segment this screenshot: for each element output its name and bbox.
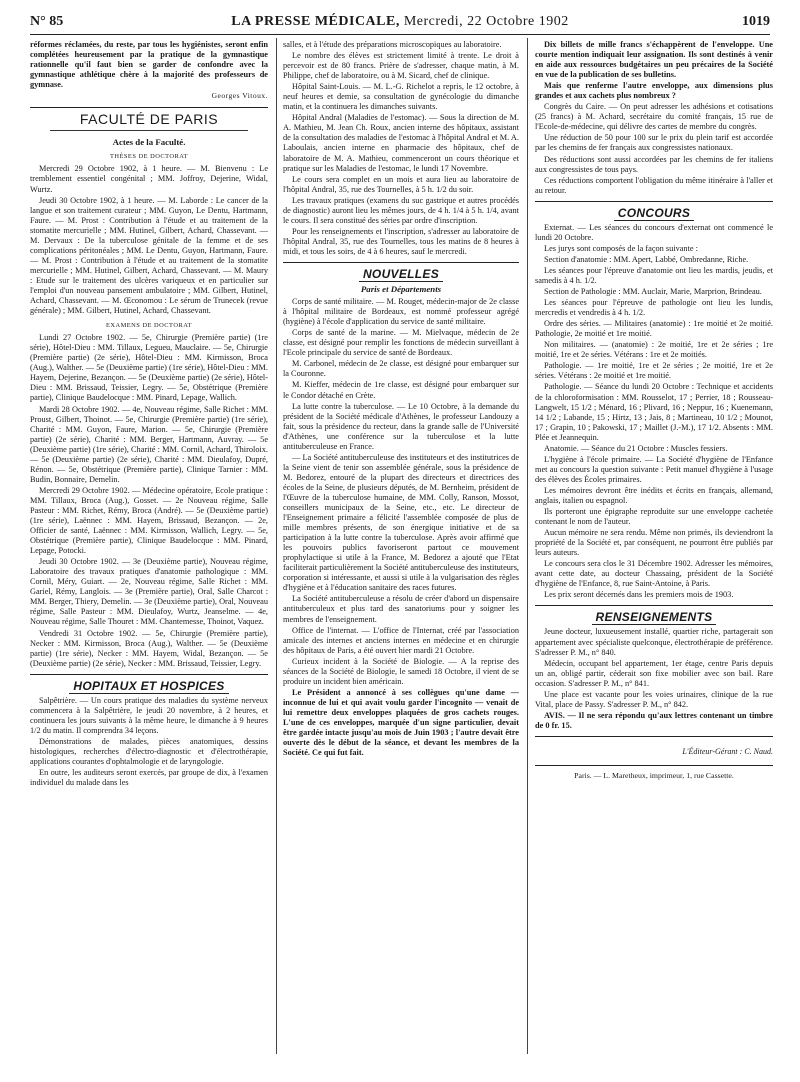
article-paragraph: Pour les renseignements et l'inscription, s'adresser au laboratoire de l'hôpital Andral, 35, rue des Tournelles, tous les matins de 8 heures à midi, et tous les soirs, de 4 à 6 heures, sauf le mercredi.	[283, 226, 519, 256]
section-title-concours	[535, 205, 773, 220]
printer-credit: Paris. — L. Maretheux, imprimeur, 1, rue Cassette.	[574, 771, 734, 780]
article-paragraph: Démonstrations de malades, pièces anatomiques, dessins histologiques, recherches d'électro-diagnostic et d'électrothérapie, applications courantes d'ophtalmologie et de laryngologie.	[30, 736, 268, 767]
issue-number: N° 85	[30, 14, 64, 29]
news-item: La lutte contre la tuberculose. — Le 10 Octobre, à la demande du président de la Société médicale d'Athènes, le professeur Landouzy a fait, sous la présidence du recteur, dans la grande salle de l'Université d'Athènes, une conférence sur la tuberculose et la lutte antituberculeuse en France.	[283, 401, 519, 451]
article-paragraph: Dix billets de mille francs s'échappèrent de l'enveloppe. Une courte mention indiquait leur assignation. Ils sont destinés à venir en aide aux ressources budgétaires un peu précaires de la Société en vue de la publication de ses bulletins.	[535, 40, 773, 80]
concours-paragraph: Aucun mémoire ne sera rendu. Même non primés, ils deviendront la propriété de la Société et, par conséquent, ne pourront être publiés par leurs auteurs.	[535, 528, 773, 558]
section-rule	[535, 765, 773, 766]
section-title-renseignements	[535, 610, 773, 625]
column-3	[535, 40, 773, 1054]
section-rule	[535, 201, 773, 202]
news-item: M. Carbonel, médecin de 2e classe, est désigné pour embarquer sur la Couronne.	[283, 359, 519, 379]
journal-title: LA PRESSE MÉDICALE,	[231, 14, 400, 29]
concours-paragraph: Section d'anatomie : MM. Apert, Labbé, Ombredanne, Riche.	[544, 254, 749, 264]
concours-paragraph: Pathologie. — 1re moitié, 1re et 2e séries ; 2e moitié, 1re et 2e séries. Vétérans : 2e moitié et 1re moitié.	[535, 361, 773, 381]
divider	[50, 130, 248, 131]
theses-paragraph: Jeudi 30 Octobre 1902, à 1 heure. — M. Laborde : Le cancer de la langue et son traitement curateur ; MM. Guyon, Le Dentu, Hartmann, Faure. — M. Prost : Contribution à l'étude et au traitement de la stomatite mercurielle ; MM. Hutinel, Gilbert, Achard, Chassevant. — M. Dervaux : De la tuberculose génitale de la femme et de ses complications péritonéales ; MM. Le Dentu, Guyon, Hartmann, Faure. — M. Prost : Contribution à l'étude et au traitement de la stomatite mercurielle ; MM. Hutinel, Gilbert, Achard, Chassevant. — M. Maury : Etude sur le traitement des ulcères variqueux et en particulier sur l'emploi d'un nouveau pansement ambulatoire ; MM. Gilbert, Hutinel, Achard, Chassevant. — M. Œconomou : Le sérum de Trunecek (revue générale) ; MM. Gilbert, Hutinel, Achard, Chassevant.	[30, 195, 268, 316]
concours-paragraph: Le concours sera clos le 31 Décembre 1902. Adresser les mémoires, avant cette date, au docteur Chassaing, président de la Société d'hygiène de l'Enfance, 8, rue Saint-Antoine, à Paris.	[535, 559, 773, 589]
concours-paragraph: Anatomie. — Séance du 21 Octobre : Muscles fessiers.	[544, 443, 728, 453]
subsection-title-actes: Actes de la Faculté.	[112, 137, 186, 148]
section-rule	[30, 107, 268, 108]
editor-credit: L'Éditeur-Gérant : C. Naud.	[682, 746, 773, 756]
article-paragraph: Hôpital Saint-Louis. — M. L.-G. Richelot a repris, le 12 octobre, à neuf heures et demie, sa consultation de gynécologie du dimanche matin, et la continuera les dimanches suivants.	[283, 82, 519, 112]
news-item: Le Président a annoncé à ses collègues qu'une dame — inconnue de lui et qui avait voulu garder l'incognito — venait de lui remettre deux enveloppes plaquées de gros cachets rouges. L'une de ces enveloppes, marquée d'un signe particulier, devait être gardée intacte jusqu'au mois de Juin 1903 ; l'autre devait être ouverte dès le début de la séance, et devant les membres de la Société. Ce qui fut fait.	[283, 687, 519, 758]
news-item: — La Société antituberculeuse des instituteurs et des institutrices de la Seine vient de tenir son assemblée générale, sous la présidence de M. Bedorez, entouré de la plupart des directeurs et directrices des écoles de la Seine, de plusieurs députés, de M. Bernheim, président de l'Œuvre de la tuberculose humaine, de MM. Colly, Ranson, Mossot, conseillers municipaux de la Seine, etc., etc. Le directeur de l'Enseignement primaire a félicité l'assemblée composée de plus de mille membres présents, de son énergique initiative et de sa participation à la lutte contre la tuberculose. Après avoir affirmé que les pouvoirs publics favoriseront partout ce mouvement prophylactique si utile à la France, M. Bedorez a ajouté que l'Etat faciliterait particulièrement la Société antituberculeuse des instituteurs, corporation si intéressante, et aussi si utile à la vulgarisation des règles d'hygiène et à l'éducation sanitaire des races futures.	[283, 452, 519, 593]
issue-date: Mercredi, 22 Octobre 1902	[403, 14, 569, 29]
examens-paragraph: Mardi 28 Octobre 1902. — 4e, Nouveau régime, Salle Richet : MM. Proust, Gilbert, Thoinot. — 5e, Chirurgie (Première partie) (1re série), Charité : MM. Guyon, Faure, Marion. — 5e, Chirurgie (Première partie) (2e série), Charité : MM. Berger, Hartmann, Auvray. — 5e (Deuxième partie) (1re série), Charité : MM. Cornil, Achard, Thiroloix. — 5e (Deuxième partie) (2e série), Charité : MM. Dieulafoy, Dupré, Rénon. — 5e, Obstétrique (Première partie), Clinique Tarnier : MM. Budin, Bonnaire, Demelin.	[30, 404, 268, 484]
column-divider	[527, 38, 528, 1054]
section-rule	[283, 262, 519, 263]
article-paragraph: Hôpital Andral (Maladies de l'estomac). — Sous la direction de M. A. Mathieu, M. Jean Ch. Roux, ancien interne des hôpitaux, assistant de la consultation des maladies de l'estomac à l'hôpital Andral et M. A. Laboulais, ancien interne en pharmacie des hôpitaux, chef de laboratoire de M. A. Mathieu, commenceront un cours théorique et pratique sur les Maladies de l'estomac, le lundi 17 Novembre.	[283, 113, 519, 173]
page-header	[30, 14, 770, 35]
news-item: Office de l'internat. — L'office de l'Internat, créé par l'association amicale des internes et anciens internes en médecine et en chirurgie des hôpitaux de Paris, a été ouvert hier mardi 21 Octobre.	[283, 625, 519, 655]
examens-paragraph: Vendredi 31 Octobre 1902. — 5e, Chirurgie (Première partie), Necker : MM. Kirmisson, Broca (Aug.), Walther. — 5e (Deuxième partie) (1re série), Necker : MM. Hayem, Widal, Bezançon. — 5e (Deuxième partie) (2e série), Necker : MM. Brissaud, Teissier, Legry.	[30, 628, 268, 668]
article-paragraph: Salpêtrière. — Un cours pratique des maladies du système nerveux commencera à la Salpêtrière, le jeudi 20 novembre, à 2 heures, et continuera les jours suivants à la même heure, le dimanche à 9 heures 1/2 du matin. Il comprendra 34 leçons.	[30, 695, 268, 735]
subsection-title-paris: Paris et Départements	[360, 284, 442, 295]
concours-paragraph: Les jurys sont composés de la façon suivante :	[544, 243, 698, 253]
article-paragraph: Ces réductions comportent l'obligation du même itinéraire à l'aller et au retour.	[535, 175, 773, 195]
concours-paragraph: Les mémoires devront être inédits et écrits en français, allemand, anglais, italien ou espagnol.	[535, 485, 773, 505]
article-paragraph: Mais que renferme l'autre enveloppe, aux dimensions plus grandes et aux cachets plus nombreux ?	[535, 81, 773, 101]
concours-paragraph: Section de Pathologie : MM. Auclair, Marie, Marprion, Brindeau.	[544, 287, 762, 297]
notice: AVIS. — Il ne sera répondu qu'aux lettres contenant un timbre de 0 fr. 15.	[535, 710, 773, 730]
article-paragraph: Les travaux pratiques (examens du suc gastrique et autres procédés de diagnostic) auront lieu les mêmes jours, de 4 h. 1/4 à 5 h. 1/4, avant le cours. Il sera constitué des séries par ordre d'inscription.	[283, 195, 519, 225]
examens-paragraph: Lundi 27 Octobre 1902. — 5e, Chirurgie (Première partie) (1re série), Hôtel-Dieu : MM. Tillaux, Legueu, Mauclaire. — 5e, Chirurgie (Première partie) (2e série), Hôtel-Dieu : MM. Kirmisson, Broca (Aug.), Walther. — 5e (Deuxième partie) (1re série), Hôtel-Dieu : MM. Hayem, Dejerine, Bezançon. — 5e (Deuxième partie) (2e série), Hôtel-Dieu : MM. Brissaud, Teissier, Legry. — 5e, Obstétrique (Première partie), Clinique Baudelocque : MM. Pinard, Lepage, Wallich.	[30, 333, 268, 403]
news-item: Corps de santé de la marine. — M. Mielvaque, médecin de 2e classe, est désigné pour remplir les fonctions de médecin surveillant à l'Ecole principale du service de santé de Bordeaux.	[283, 328, 519, 358]
article-paragraph: En outre, les auditeurs seront exercés, par groupe de dix, à l'examen individuel du malade dans les	[30, 768, 268, 788]
column-divider	[276, 38, 277, 1054]
article-paragraph: Congrès du Caire. — On peut adresser les adhésions et cotisations (25 francs) à M. Achard, secrétaire du comité français, 15 rue de l'Ecole-de-médecine, qui délivre des cartes de membre du congrès.	[535, 102, 773, 132]
page-number: 1019	[742, 14, 770, 29]
section-title-nouvelles	[283, 266, 519, 281]
concours-paragraph: Non militaires. — (anatomie) : 2e moitié, 1re et 2e séries ; 1re moitié, 1re et 2e séries. Vétérans : 1re et 2e moitiés.	[535, 340, 773, 360]
examens-paragraph: Jeudi 30 Octobre 1902. — 3e (Deuxième partie), Nouveau régime, Laboratoire des travaux pratiques d'anatomie pathologique : MM. Cornil, Méry, Guiart. — 2e, Nouveau régime, Salle Richet : MM. Gariel, Rémy, Langlois. — 3e (Première partie), Oral, Salle Charcot : MM. Berger, Thiery, Demelin. — 3e (Deuxième partie), Oral, Nouveau régime, Salle Pasteur : MM. Dieulafoy, Wurtz, Jeanselme. — 4e, Nouveau régime, Salle Thouret : MM. Chantemesse, Thoinot, Vaquez.	[30, 557, 268, 627]
classified-ad: Jeune docteur, luxueusement installé, quartier riche, partagerait son appartement avec spécialiste quelconque, électrothérapie de préférence. S'adresser P. M., n° 840.	[535, 627, 773, 657]
theses-paragraph: Mercredi 29 Octobre 1902, à 1 heure. — M. Bienvenu : Le tremblement essentiel congénital ; MM. Joffroy, Dejerine, Widal, Wurtz.	[30, 164, 268, 194]
section-title-hopitaux	[30, 678, 268, 693]
article-paragraph: Le nombre des élèves est strictement limité à trente. Le droit à percevoir est de 80 francs. Prière de s'adresser, chaque matin, à M. Philippe, chef de laboratoire, ou à M. Sicard, chef de clinique.	[283, 51, 519, 81]
news-item: La Société antituberculeuse a résolu de créer d'abord un dispensaire antituberculeux et plus tard des sanatoriums pour y soigner les membres de l'enseignement.	[283, 594, 519, 624]
news-item: Corps de santé militaire. — M. Rouget, médecin-major de 2e classe à l'hôpital militaire de Bordeaux, est nommé professeur agrégé (hygiène) à l'école d'application du service de santé militaire.	[283, 297, 519, 327]
concours-paragraph: Ils porteront une épigraphe reproduite sur une enveloppe cachetée contenant le nom de l'auteur.	[535, 507, 773, 527]
examens-paragraph: Mercredi 29 Octobre 1902. — Médecine opératoire, Ecole pratique : MM. Tillaux, Broca (Aug.), Gosset. — 2e Nouveau régime, Salle Pasteur : MM. Richet, Rémy, Broca (André). — 5e (Deuxième partie) (1re série), Laënnec : MM. Hayem, Brissaud, Bezançon. — 2e, Officier de santé, Laënnec : MM. Kirmisson, Wallich, Legry. — 5e, Obstétrique (Première partie), Clinique Baudelocque : MM. Pinard, Lepage, Potocki.	[30, 485, 268, 556]
concours-paragraph: L'hygiène à l'école primaire. — La Société d'hygiène de l'Enfance met au concours la question suivante : Petit manuel d'hygiène à l'usage des élèves des Écoles primaires.	[535, 454, 773, 484]
concours-paragraph: Ordre des séries. — Militaires (anatomie) : 1re moitié et 2e moitié. Pathologie, 2e moitié et 1re moitié.	[535, 319, 773, 339]
news-item: M. Kieffer, médecin de 1re classe, est désigné pour embarquer sur le Condor détaché en Crète.	[283, 380, 519, 400]
section-rule	[535, 605, 773, 606]
column-2	[283, 40, 519, 1054]
news-item: Curieux incident à la Société de Biologie. — A la reprise des séances de la Société de Biologie, le samedi 18 Octobre, il vient de se produire un incident bien américain.	[283, 656, 519, 686]
author-signature: Georges Vitoux.	[211, 91, 268, 101]
section-rule	[535, 736, 773, 737]
concours-paragraph: Les séances pour l'épreuve de pathologie ont lieu les lundis, mercredis et vendredis à 4 h. 1/2.	[535, 298, 773, 318]
column-1	[30, 40, 268, 1054]
section-title-faculte: FACULTÉ DE PARIS	[79, 111, 219, 128]
section-rule	[30, 674, 268, 675]
section-title-text: RENSEIGNEMENTS	[592, 610, 717, 625]
concours-paragraph: Pathologie. — Séance du lundi 20 Octobre : Technique et accidents de la chloroformisation : MM. Rousselot, 17 ; Perrier, 18 ; Rousseau-Langwelt, 15 1/2 ; Ménard, 16 ; Plivard, 16 ; Neppur, 16 ; Kuenemann, 14 1/2 ; Labande, 15 ; Hirtz, 13 ; Jais, 8 ; Martineau, 10 1/2 ; Mounot, 17 ; Grapin, 10 ; Pakowski, 17 ; Maillet (J.-M.), 17 1/2. Absents : MM. Plée et Jeannequin.	[535, 382, 773, 442]
article-ending: réformes réclamées, du reste, par tous les hygiénistes, seront enfin complétées heureusement par la pratique de la gymnastique rationnelle qu'il faut bien se garder de confondre avec la gymnastique athlétique chère à la majorité des professeurs de gymnase.	[30, 40, 268, 90]
classified-ad: Une place est vacante pour les voies urinaires, clinique de la rue Vital, place de Passy. S'adresser P. M., n° 842.	[535, 689, 773, 709]
article-paragraph: Des réductions sont aussi accordées par les chemins de fer italiens aux congressistes de tous pays.	[535, 154, 773, 174]
caption-theses: THÈSES DE DOCTORAT	[109, 153, 189, 161]
classified-ad: Médecin, occupant bel appartement, 1er étage, centre Paris depuis un an, obligé partir, céderait son fixe mobilier avec son bail. Rare occasion. S'adresser P. M., n° 841.	[535, 658, 773, 688]
article-paragraph: Le cours sera complet en un mois et aura lieu au laboratoire de l'hôpital Andral, 35, rue des Tournelles, à 5 h. 1/2 du soir.	[283, 174, 519, 194]
section-title-text: HOPITAUX ET HOSPICES	[69, 679, 228, 694]
section-title-text: NOUVELLES	[359, 267, 443, 282]
masthead	[30, 14, 770, 30]
concours-paragraph: Externat. — Les séances du concours d'externat ont commencé le lundi 20 Octobre.	[535, 222, 773, 242]
article-paragraph: Une réduction de 50 pour 100 sur le prix du plein tarif est accordée par les chemins de fer français aux congressistes nationaux.	[535, 133, 773, 153]
concours-paragraph: Les séances pour l'épreuve d'anatomie ont lieu les mardis, jeudis, et samedis à 4 h. 1/2.	[535, 265, 773, 285]
caption-examens: EXAMENS DE DOCTORAT	[105, 322, 193, 330]
concours-paragraph: Les prix seront décernés dans les premiers mois de 1903.	[544, 590, 734, 600]
section-title-text: CONCOURS	[614, 206, 694, 221]
article-paragraph: salles, et à l'étude des préparations microscopiques au laboratoire.	[283, 40, 502, 49]
